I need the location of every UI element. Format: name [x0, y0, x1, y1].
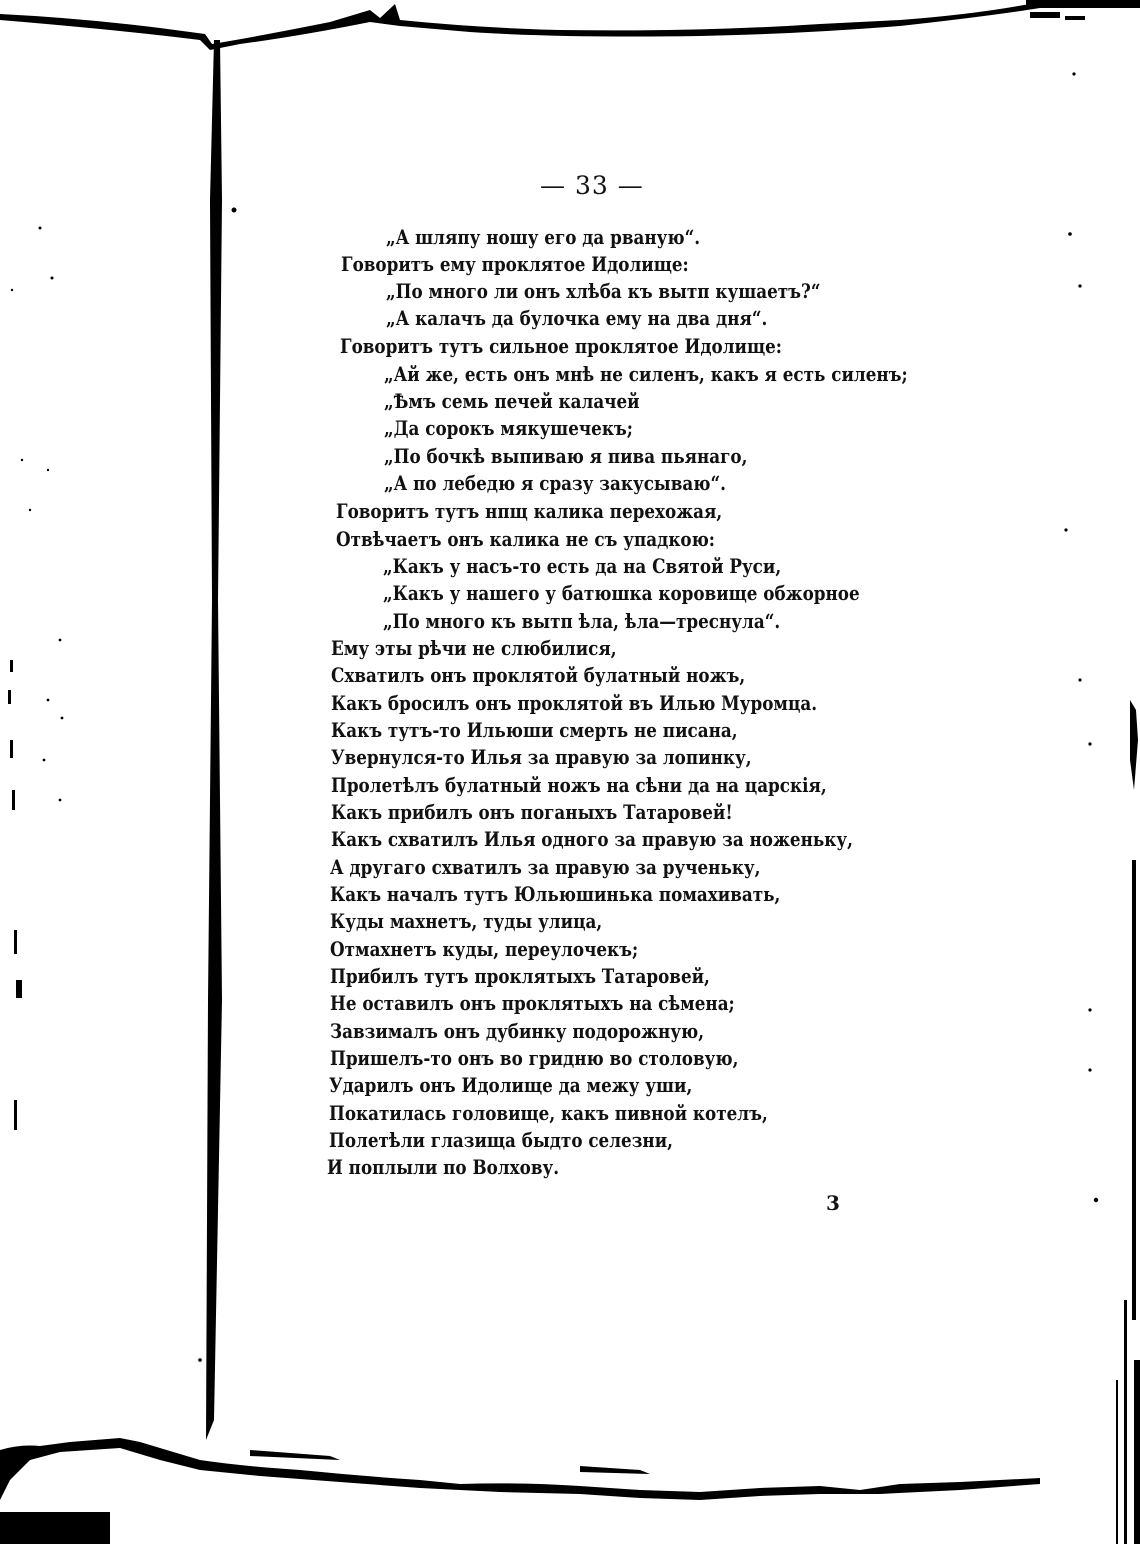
poem-line: Какъ прибилъ онъ поганыхъ Татаровей!: [331, 801, 733, 824]
poem-line: Отмахнетъ куды, переулочекъ;: [330, 938, 639, 961]
poem-line: Покатилась головище, какъ пивной котелъ,: [329, 1102, 768, 1125]
poem-line: Говоритъ тутъ сильное проклятое Идолище:: [340, 335, 782, 358]
poem-line: Не оставилъ онъ проклятыхъ на сѣмена;: [330, 992, 735, 1015]
poem-line: Полетѣли глазища быдто селезни,: [329, 1129, 673, 1152]
poem-line: „Да сорокъ мякушечекъ;: [384, 417, 633, 440]
signature-mark: 3: [826, 1191, 840, 1215]
poem-line: „Какъ у нашего у батюшка коровище обжорное: [383, 582, 860, 605]
poem-line: Увернулся-то Илья за правую за лопинку,: [331, 746, 752, 769]
poem-line: „А калачъ да булочка ему на два дня“.: [386, 307, 768, 330]
poem-line: „А шляпу ношу его да рваную“.: [386, 226, 701, 249]
poem-line: А другаго схватилъ за правую за рученьку,: [330, 856, 761, 879]
poem-line: „Ай же, есть онъ мнѣ не силенъ, какъ я есть силенъ;: [384, 363, 908, 386]
poem-line: „По бочкѣ выпиваю я пива пьянаго,: [384, 445, 748, 468]
poem-line: Пролетѣлъ булатный ножъ на сѣни да на царскія,: [331, 774, 827, 797]
poem-line: Говоритъ тутъ нпщ калика перехожая,: [336, 500, 723, 523]
poem-line: Схватилъ онъ проклятой булатный ножъ,: [331, 664, 746, 687]
poem-line: Завзималъ онъ дубинку подорожную,: [330, 1020, 705, 1043]
page-number: — 33 —: [540, 171, 644, 200]
poem-line: Прибилъ тутъ проклятыхъ Татаровей,: [330, 965, 710, 988]
poem-line: И поплыли по Волхову.: [327, 1156, 560, 1179]
poem-line: „По много ли онъ хлѣба къ вытп кушаетъ?“: [386, 280, 821, 303]
poem-line: „По много къ вытп ѣла, ѣла—треснула“.: [383, 610, 781, 633]
poem-line: „А по лебедю я сразу закусываю“.: [384, 472, 726, 495]
poem-line: Какъ схватилъ Илья одного за правую за ноженьку,: [331, 828, 853, 851]
poem-line: Пришелъ-то онъ во гридню во столовую,: [330, 1047, 739, 1070]
poem-line: Говоритъ ему проклятое Идолище:: [341, 253, 689, 276]
poem-line: Отвѣчаетъ онъ калика не съ упадкою:: [336, 528, 716, 551]
poem-line: Какъ началъ тутъ Юльюшинька помахивать,: [330, 883, 781, 906]
poem-line: „Ѣмъ семь печей калачей: [384, 390, 640, 413]
poem-line: „Какъ у насъ-то есть да на Святой Руси,: [383, 555, 782, 578]
poem-line: Куды махнетъ, туды улица,: [330, 910, 603, 933]
poem-line: Какъ тутъ-то Ильюши смерть не писана,: [331, 719, 738, 742]
poem-line: Ударилъ онъ Идолище да межу уши,: [329, 1074, 693, 1097]
poem-line: Ему эты рѣчи не слюбилися,: [331, 637, 617, 660]
poem-line: Какъ бросилъ онъ проклятой въ Илью Муромца.: [331, 692, 818, 715]
